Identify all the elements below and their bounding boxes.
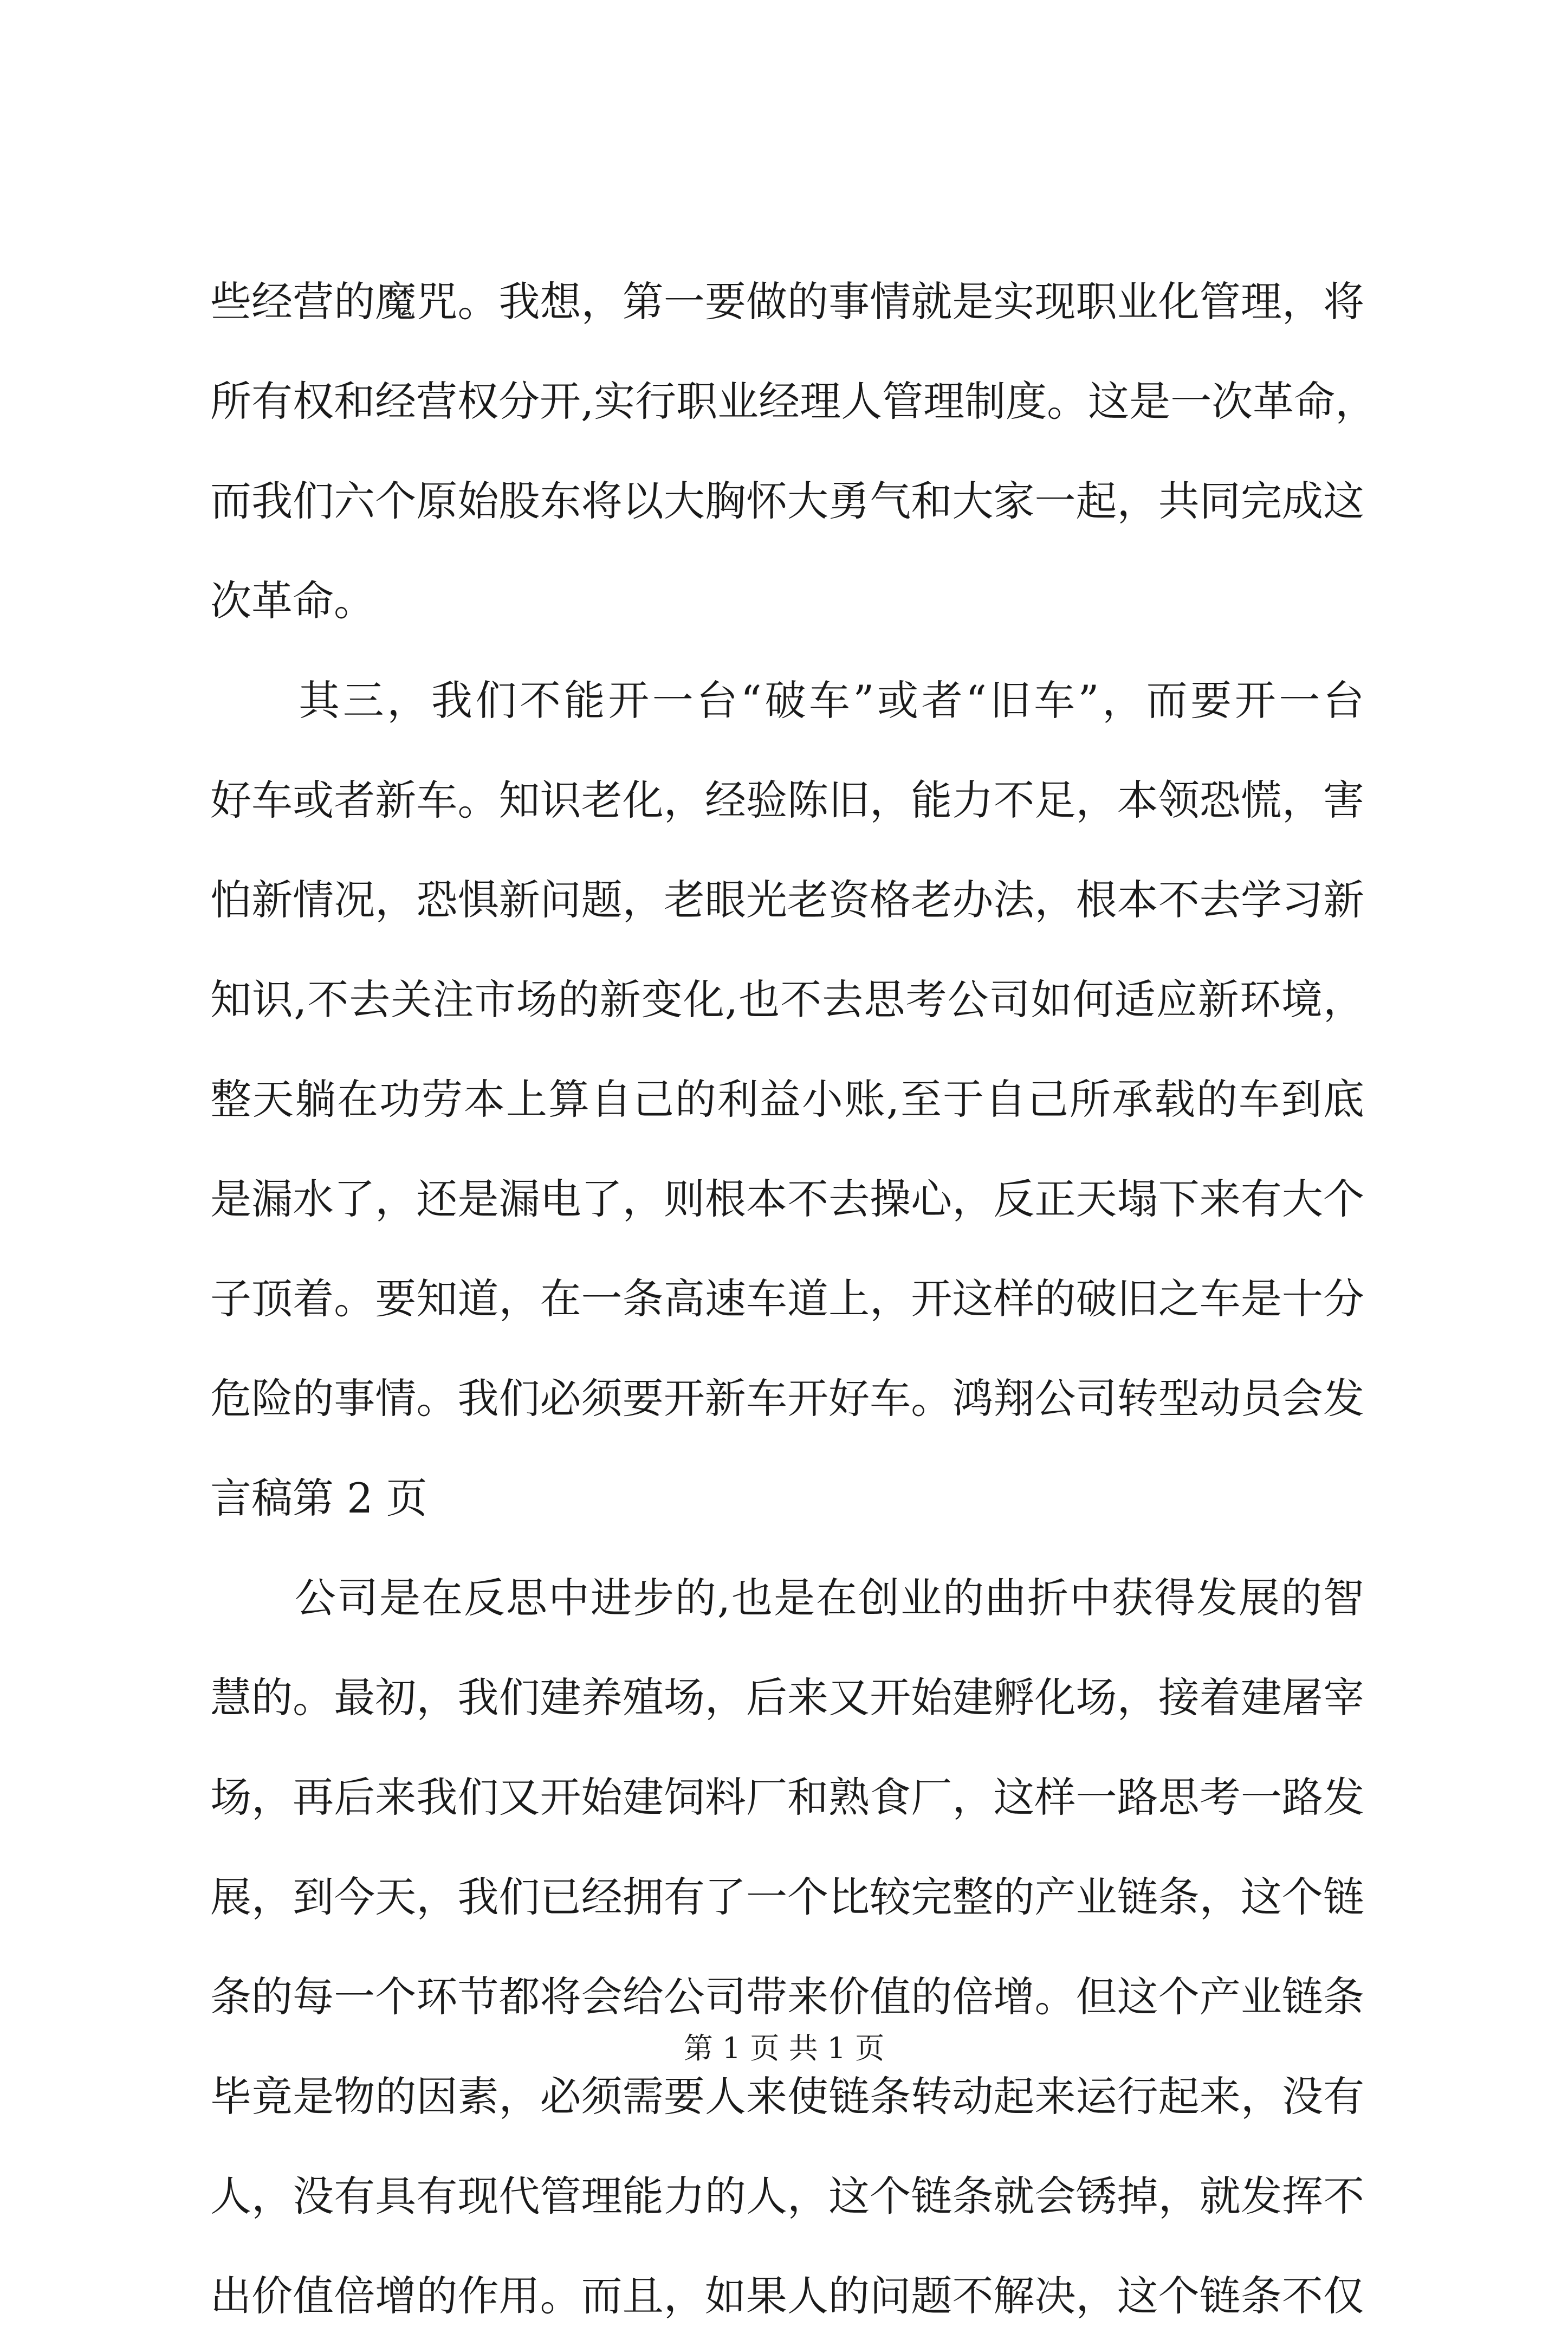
text-line: 危险的事情。我们必须要开新车开好车。鸿翔公司转型动员会发: [210, 1374, 1364, 1423]
text-line: 人，没有具有现代管理能力的人，这个链条就会锈掉，就发挥不: [210, 2172, 1364, 2220]
text-line: 怕新情况，恐惧新问题，老眼光老资格老办法，根本不去学习新: [210, 876, 1364, 924]
text-line: 慧的。最初，我们建养殖场，后来又开始建孵化场，接着建屠宰: [210, 1673, 1364, 1722]
page-number-label: 第 1 页 共 1 页: [683, 2031, 885, 2065]
text-line: 子顶着。要知道，在一条高速车道上，开这样的破旧之车是十分: [210, 1275, 1364, 1323]
text-line: 毕竟是物的因素，必须需要人来使链条转动起来运行起来，没有: [210, 2072, 1364, 2121]
text-line: 展，到今天，我们已经拥有了一个比较完整的产业链条，这个链: [210, 1873, 1364, 1921]
text-line: 些经营的魔咒。我想，第一要做的事情就是实现职业化管理，将: [210, 277, 1364, 326]
text-line: 好车或者新车。知识老化，经验陈旧，能力不足，本领恐慌，害: [210, 776, 1364, 824]
text-line: 条的每一个环节都将会给公司带来价值的倍增。但这个产业链条: [210, 1973, 1364, 2021]
text-line: 出价值倍增的作用。而且，如果人的问题不解决，这个链条不仅: [210, 2272, 1364, 2320]
text-line: 所有权和经营权分开,实行职业经理人管理制度。这是一次革命，: [210, 377, 1377, 425]
text-line: 公司是在反思中进步的,也是在创业的曲折中获得发展的智: [210, 1574, 1364, 1622]
text-line: 而我们六个原始股东将以大胸怀大勇气和大家一起，共同完成这: [210, 477, 1364, 525]
page-footer: [0, 2030, 1568, 2067]
text-line: 是漏水了，还是漏电了，则根本不去操心，反正天塌下来有大个: [210, 1175, 1364, 1223]
text-line: 次革命。: [210, 577, 375, 625]
text-line: 场，再后来我们又开始建饲料厂和熟食厂，这样一路思考一路发: [210, 1773, 1364, 1821]
text-line: 整天躺在功劳本上算自己的利益小账,至于自己所承载的车到底: [210, 1075, 1364, 1123]
text-line: 知识,不去关注市场的新变化,也不去思考公司如何适应新环境，: [210, 975, 1364, 1024]
text-line: 言稿第 2 页: [210, 1474, 427, 1522]
text-line: 其三，我们不能开一台“破车”或者“旧车”，而要开一台: [210, 676, 1364, 725]
